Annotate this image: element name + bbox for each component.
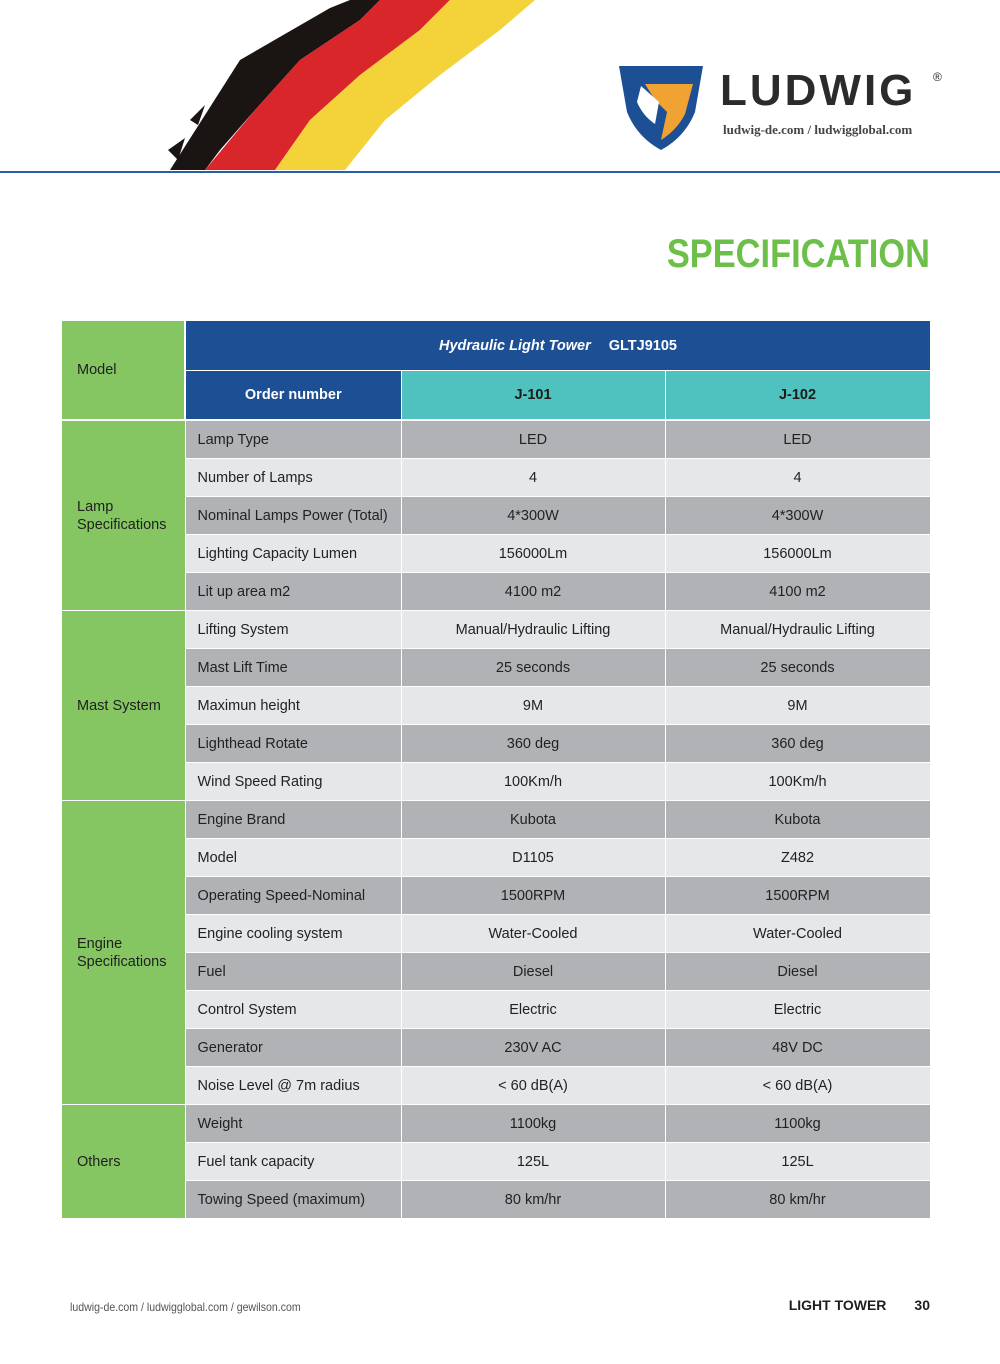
spec-label: Weight bbox=[185, 1105, 401, 1143]
table-row bbox=[62, 991, 930, 1029]
group-label: Engine Specifications bbox=[62, 801, 185, 1105]
spec-value: Diesel bbox=[665, 953, 930, 991]
spec-value: 4*300W bbox=[665, 497, 930, 535]
spec-value: Electric bbox=[401, 991, 665, 1029]
spec-value: 156000Lm bbox=[401, 535, 665, 573]
spec-value: 125L bbox=[401, 1143, 665, 1181]
registered-mark: ® bbox=[933, 70, 942, 84]
spec-label: Lamp Type bbox=[185, 420, 401, 459]
spec-value: Water-Cooled bbox=[665, 915, 930, 953]
table-row bbox=[62, 535, 930, 573]
spec-value: LED bbox=[665, 420, 930, 459]
table-row bbox=[62, 420, 930, 459]
model-header-j102: J-102 bbox=[665, 371, 930, 421]
spec-value: Manual/Hydraulic Lifting bbox=[401, 611, 665, 649]
spec-label: Mast Lift Time bbox=[185, 649, 401, 687]
product-code: GLTJ9105 bbox=[608, 337, 677, 354]
table-row bbox=[62, 1029, 930, 1067]
spec-value: 100Km/h bbox=[401, 763, 665, 801]
spec-label: Number of Lamps bbox=[185, 459, 401, 497]
table-row bbox=[62, 497, 930, 535]
model-header-j101: J-101 bbox=[401, 371, 665, 421]
order-number-header: Order number bbox=[185, 371, 401, 421]
product-title bbox=[185, 321, 930, 371]
table-row bbox=[62, 763, 930, 801]
spec-value: 1500RPM bbox=[401, 877, 665, 915]
spec-label: Nominal Lamps Power (Total) bbox=[185, 497, 401, 535]
spec-label: Lit up area m2 bbox=[185, 573, 401, 611]
spec-value: < 60 dB(A) bbox=[665, 1067, 930, 1105]
spec-value: 100Km/h bbox=[665, 763, 930, 801]
spec-value: Water-Cooled bbox=[401, 915, 665, 953]
spec-label: Maximun height bbox=[185, 687, 401, 725]
spec-value: 1100kg bbox=[401, 1105, 665, 1143]
spec-value: Manual/Hydraulic Lifting bbox=[665, 611, 930, 649]
spec-value: 9M bbox=[665, 687, 930, 725]
spec-value: 80 km/hr bbox=[665, 1181, 930, 1219]
spec-label: Wind Speed Rating bbox=[185, 763, 401, 801]
page-number: 30 bbox=[914, 1297, 930, 1313]
spec-label: Engine cooling system bbox=[185, 915, 401, 953]
spec-value: Diesel bbox=[401, 953, 665, 991]
table-row bbox=[62, 1143, 930, 1181]
table-row bbox=[62, 839, 930, 877]
table-row bbox=[62, 649, 930, 687]
spec-value: Kubota bbox=[401, 801, 665, 839]
brand-urls: ludwig-de.com / ludwigglobal.com bbox=[723, 122, 913, 137]
spec-value: 25 seconds bbox=[665, 649, 930, 687]
spec-value: < 60 dB(A) bbox=[401, 1067, 665, 1105]
spec-value: 25 seconds bbox=[401, 649, 665, 687]
table-row bbox=[62, 1181, 930, 1219]
spec-label: Lighthead Rotate bbox=[185, 725, 401, 763]
spec-value: 9M bbox=[401, 687, 665, 725]
spec-label: Model bbox=[185, 839, 401, 877]
spec-value: 4 bbox=[665, 459, 930, 497]
footer-links: ludwig-de.com / ludwigglobal.com / gewilson.com bbox=[70, 1300, 301, 1314]
table-row bbox=[62, 725, 930, 763]
spec-label: Generator bbox=[185, 1029, 401, 1067]
spec-label: Fuel tank capacity bbox=[185, 1143, 401, 1181]
group-label: Others bbox=[62, 1105, 185, 1219]
brand-wordmark: LUDWIG bbox=[720, 66, 917, 115]
spec-label: Fuel bbox=[185, 953, 401, 991]
table-row bbox=[62, 1067, 930, 1105]
spec-value: Kubota bbox=[665, 801, 930, 839]
spec-value: 4*300W bbox=[401, 497, 665, 535]
table-row bbox=[62, 687, 930, 725]
spec-label: Noise Level @ 7m radius bbox=[185, 1067, 401, 1105]
table-row bbox=[62, 953, 930, 991]
group-label: Mast System bbox=[62, 611, 185, 801]
spec-value: 230V AC bbox=[401, 1029, 665, 1067]
table-row bbox=[62, 611, 930, 649]
spec-value: 80 km/hr bbox=[401, 1181, 665, 1219]
model-label: Model bbox=[62, 321, 185, 420]
spec-value: 125L bbox=[665, 1143, 930, 1181]
specification-table bbox=[62, 321, 931, 1219]
ludwig-logo bbox=[615, 62, 955, 152]
group-label: Lamp Specifications bbox=[62, 420, 185, 611]
header-rule bbox=[0, 171, 1000, 173]
spec-label: Engine Brand bbox=[185, 801, 401, 839]
spec-value: 48V DC bbox=[665, 1029, 930, 1067]
spec-value: 360 deg bbox=[665, 725, 930, 763]
spec-value: Z482 bbox=[665, 839, 930, 877]
table-row bbox=[62, 877, 930, 915]
spec-value: 4100 m2 bbox=[665, 573, 930, 611]
spec-value: 4 bbox=[401, 459, 665, 497]
spec-value: Electric bbox=[665, 991, 930, 1029]
spec-label: Control System bbox=[185, 991, 401, 1029]
spec-label: Lighting Capacity Lumen bbox=[185, 535, 401, 573]
table-row bbox=[62, 915, 930, 953]
spec-value: 4100 m2 bbox=[401, 573, 665, 611]
spec-value: 156000Lm bbox=[665, 535, 930, 573]
page-title: SPECIFICATION bbox=[666, 232, 930, 276]
footer-section bbox=[789, 1297, 930, 1313]
spec-label: Towing Speed (maximum) bbox=[185, 1181, 401, 1219]
spec-label: Operating Speed-Nominal bbox=[185, 877, 401, 915]
spec-value: 1500RPM bbox=[665, 877, 930, 915]
spec-label: Lifting System bbox=[185, 611, 401, 649]
spec-value: 360 deg bbox=[401, 725, 665, 763]
table-row bbox=[62, 573, 930, 611]
spec-value: D1105 bbox=[401, 839, 665, 877]
spec-value: LED bbox=[401, 420, 665, 459]
table-row bbox=[62, 1105, 930, 1143]
product-name: Hydraulic Light Tower bbox=[439, 337, 591, 354]
spec-value: 1100kg bbox=[665, 1105, 930, 1143]
table-row bbox=[62, 801, 930, 839]
footer-section-label: LIGHT TOWER bbox=[788, 1297, 887, 1313]
shield-logo-icon bbox=[615, 62, 707, 152]
table-row bbox=[62, 459, 930, 497]
